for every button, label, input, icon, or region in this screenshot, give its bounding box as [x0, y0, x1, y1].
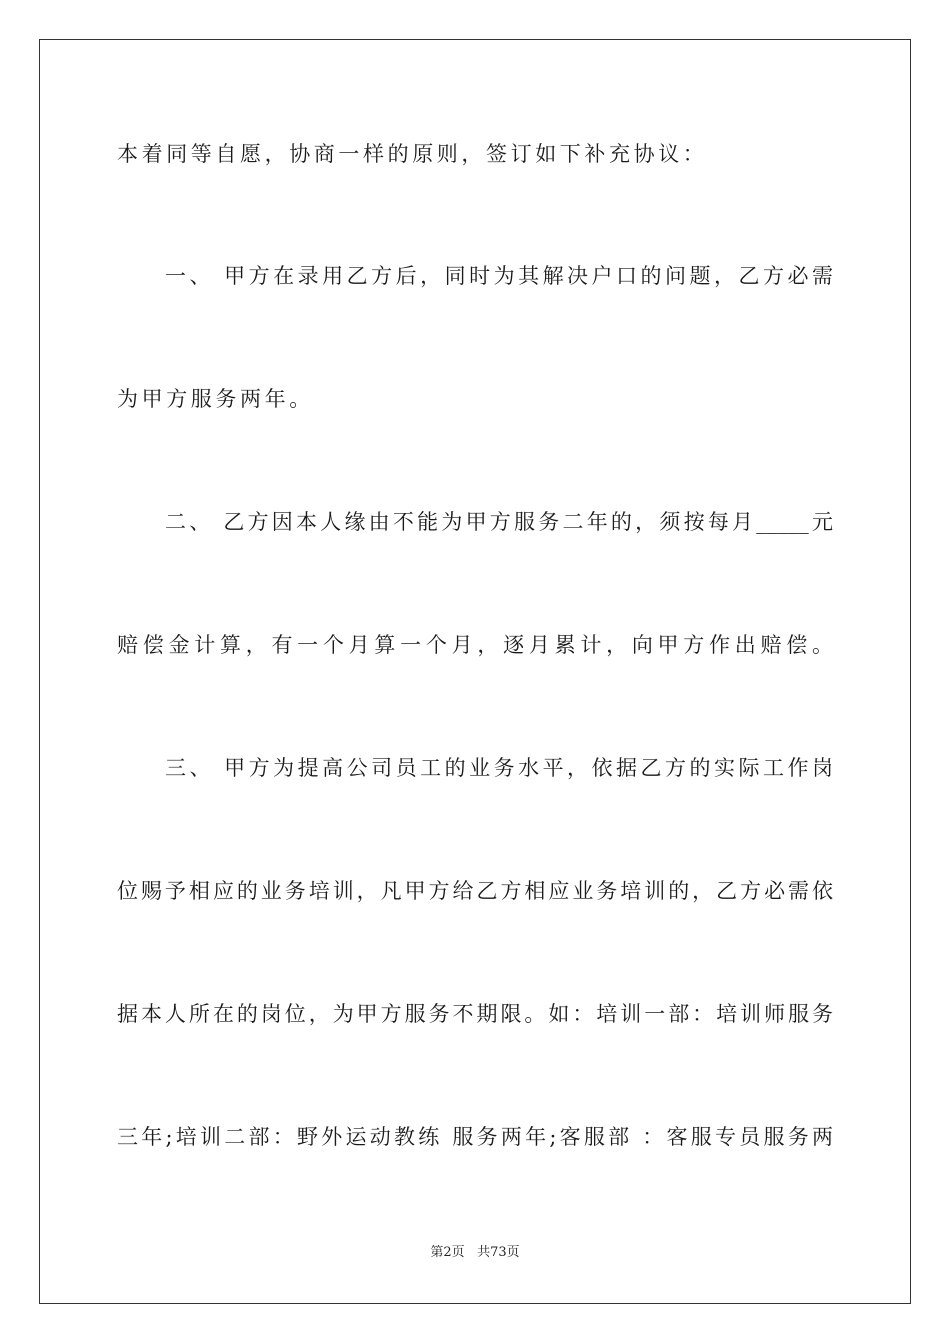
page-frame: [39, 39, 911, 1304]
clause-2-line-2: 赔偿金计算，有一个月算一个月，逐月累计，向甲方作出赔偿。: [117, 633, 833, 657]
clause-3-line-4: 三年;培训二部：野外运动教练 服务两年;客服部 ：客服专员服务两: [117, 1125, 833, 1149]
page-total-label: 共73页: [477, 1245, 520, 1260]
body-line-1: 本着同等自愿，协商一样的原则，签订如下补充协议：: [117, 142, 708, 166]
page-footer: [0, 1244, 950, 1262]
clause-3-line-3: 据本人所在的岗位，为甲方服务不期限。如：培训一部：培训师服务: [117, 1002, 833, 1026]
clause-3-line-1: 三、 甲方为提高公司员工的业务水平，依据乙方的实际工作岗: [165, 756, 833, 780]
clause-1-line-2: 为甲方服务两年。: [117, 387, 314, 411]
page-number-label: 第2页: [430, 1245, 465, 1260]
clause-3-line-2: 位赐予相应的业务培训，凡甲方给乙方相应业务培训的，乙方必需依: [117, 879, 833, 903]
clause-2-line-1: 二、 乙方因本人缘由不能为甲方服务二年的，须按每月_____元: [165, 510, 833, 534]
clause-1-line-1: 一、 甲方在录用乙方后，同时为其解决户口的问题，乙方必需: [165, 264, 833, 288]
